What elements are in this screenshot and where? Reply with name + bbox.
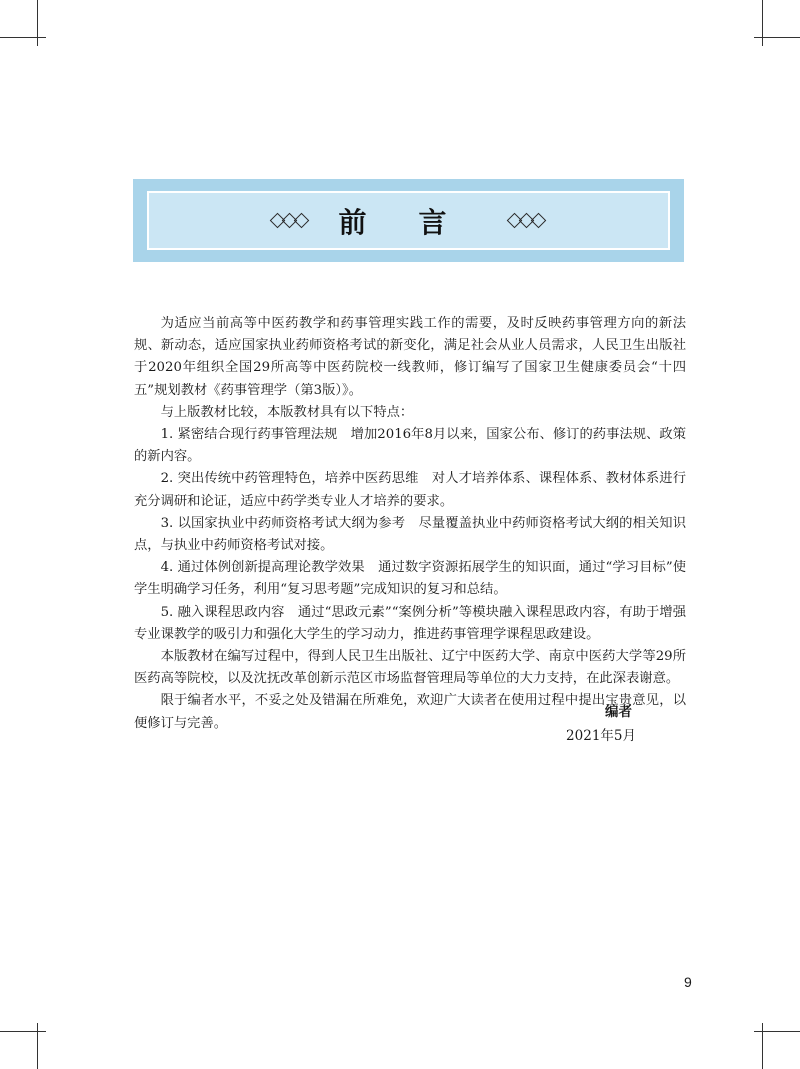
paragraph: 为适应当前高等中医药教学和药事管理实践工作的需要，及时反映药事管理方向的新法规、新动态，适应国家执业药师资格考试的新变化，满足社会从业人员需求，人民卫生出版社于2020年组织全国29所高等中医药院校一线教师，修订编写了国家卫生健康委员会“十四五”规划教材《药事管理学（第3版）》。 (134, 316, 686, 398)
page-title: 前言 (338, 205, 499, 239)
crop-mark (762, 1023, 763, 1069)
page-number: 9 (684, 974, 692, 990)
paragraph: 2. 突出传统中药管理特色，培养中医药思维 对人才培养体系、课程体系、教材体系进行充分调研和论证，适应中药学类专业人才培养的要求。 (134, 471, 686, 509)
paragraph: 3. 以国家执业中药师资格考试大纲为参考 尽量覆盖执业中药师资格考试大纲的相关知识点，与执业中药师资格考试对接。 (134, 515, 686, 554)
crop-mark (37, 1023, 38, 1069)
title-banner-inner (147, 191, 670, 250)
signature-date: 2021年5月 (566, 728, 636, 744)
crop-mark (0, 37, 46, 38)
paragraph: 本版教材在编写过程中，得到人民卫生出版社、辽宁中医药大学、南京中医药大学等29所医药高等院校，以及沈抚改革创新示范区市场监督管理局等单位的大力支持，在此深表谢意。 (134, 649, 686, 687)
triple-diamond-ornament-icon (505, 213, 549, 229)
paragraph: 4. 通过体例创新提高理论教学效果 通过数字资源拓展学生的知识面，通过“学习目标”使学生明确学习任务，利用“复习思考题”完成知识的复习和总结。 (134, 560, 686, 598)
triple-diamond-ornament-icon (268, 213, 312, 229)
paragraph: 5. 融入课程思政内容 通过“思政元素”“案例分析”等模块融入课程思政内容，有助于增强专业课教学的吸引力和强化大学生的学习动力，推进药事管理学课程思政建设。 (134, 604, 686, 642)
paragraph: 1. 紧密结合现行药事管理法规 增加2016年8月以来，国家公布、修订的药事法规、政策的新内容。 (134, 427, 686, 465)
title-banner (133, 179, 684, 262)
paragraph: 限于编者水平，不妥之处及错漏在所难免，欢迎广大读者在使用过程中提出宝贵意见，以便修订与完善。 (134, 693, 686, 731)
crop-mark (754, 37, 800, 38)
preface-body (134, 313, 686, 735)
signature-block (566, 700, 636, 748)
crop-mark (754, 1031, 800, 1032)
crop-mark (37, 0, 38, 46)
crop-mark (762, 0, 763, 46)
crop-mark (0, 1031, 46, 1032)
paragraph: 与上版教材比较，本版教材具有以下特点： (160, 404, 414, 420)
signature-author: 编者 (605, 704, 632, 720)
